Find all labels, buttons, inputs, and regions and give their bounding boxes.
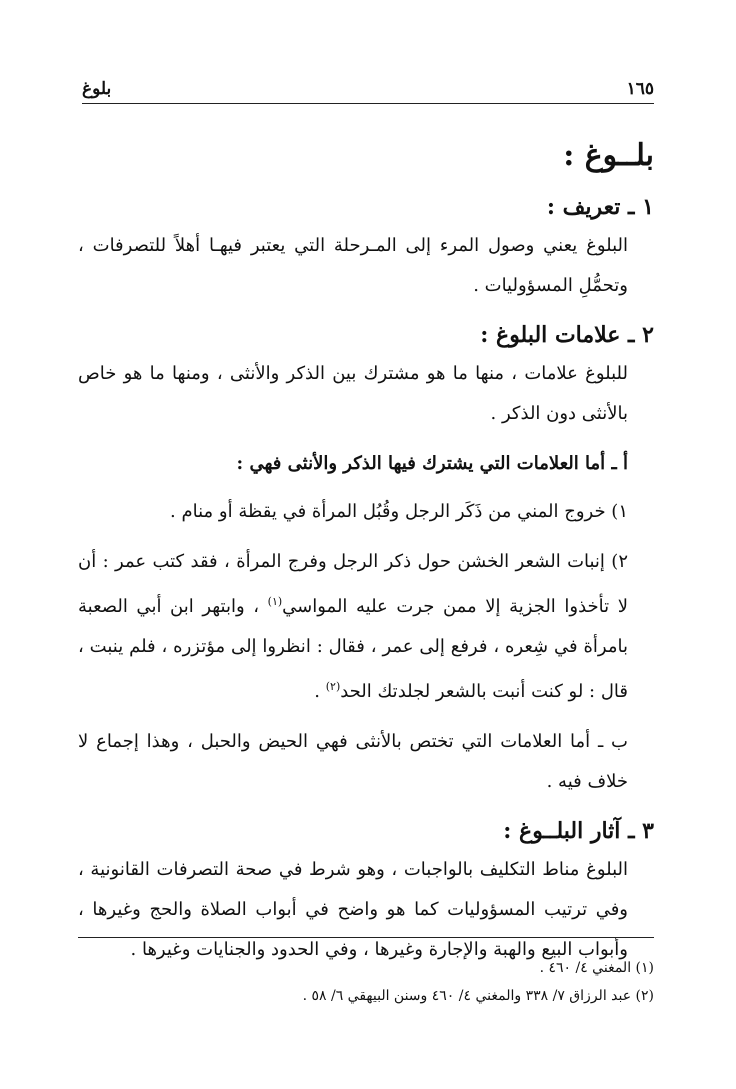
running-title: بلوغ [82,79,112,99]
list-item [78,542,654,712]
page-body [78,132,654,980]
list-item: ١) خروج المني من ذَكَر الرجل وقُبُل المرأة في يقظة أو منام . [170,501,628,522]
definition-paragraph: البلوغ يعني وصول المرء إلى المـرحلة التي يعتبر فيهـا أهلاً للتصرفات ، وتحمُّلِ المسؤوليات . [78,235,628,296]
footnote: (٢) عبد الرزاق ٧/ ٣٣٨ والمغني ٤/ ٤٦٠ وسنن البيهقي ٦/ ٥٨ . [302,988,654,1004]
entry-title: بلــوغ : [563,138,654,173]
footnote: (١) المغني ٤/ ٤٦٠ . [539,960,654,976]
subheading-female-signs: ب ـ أما العلامات التي تختص بالأنثى فهي الحيض والحبل ، وهذا إجماع لا خلاف فيه . [78,731,628,792]
page-header [82,72,654,104]
signs-paragraph: للبلوغ علامات ، منها ما هو مشترك بين الذكر والأنثى ، ومنها ما هو خاص بالأنثى دون الذكر . [78,363,628,424]
footnotes [78,937,654,1010]
subheading-shared-signs: أ ـ أما العلامات التي يشترك فيها الذكر والأنثى فهي : [236,453,628,474]
section-heading-effects: ٣ ـ آثار البلــوغ : [503,818,654,844]
effects-paragraph: البلوغ مناط التكليف بالواجبات ، وهو شرط في صحة التصرفات القانونية ، وفي ترتيب المسؤوليات كما هو واضح في أبواب الصلاة والحج وغيرها ، وأبواب البيع والهبة والإجارة وغيرها ، وفي الحدود والجنايات وغيرها . [78,859,628,960]
page-number: ١٦٥ [626,79,654,99]
section-heading-definition: ١ ـ تعريف : [546,194,654,220]
item-text: ، وابتهر ابن أبي الصعبة بامرأة في شِعره ، فرفع إلى عمر ، فقال : انظروا إلى مؤتزره ، فلم ينبت ، قال : لو كنت أنبت بالشعر لجلدتك الحد [78,596,628,702]
footnote-ref: (٢) [325,680,341,693]
section-heading-signs: ٢ ـ علامات البلوغ : [480,322,654,348]
footnote-ref: (١) [267,595,283,608]
item-text: . [314,681,326,702]
item-text: ٢) إنبات الشعر الخشن حول ذكر الرجل وفرج المرأة ، فقد كتب عمر : أن لا تأخذوا الجزية إلا ممن جرت عليه المواسي [78,551,628,617]
